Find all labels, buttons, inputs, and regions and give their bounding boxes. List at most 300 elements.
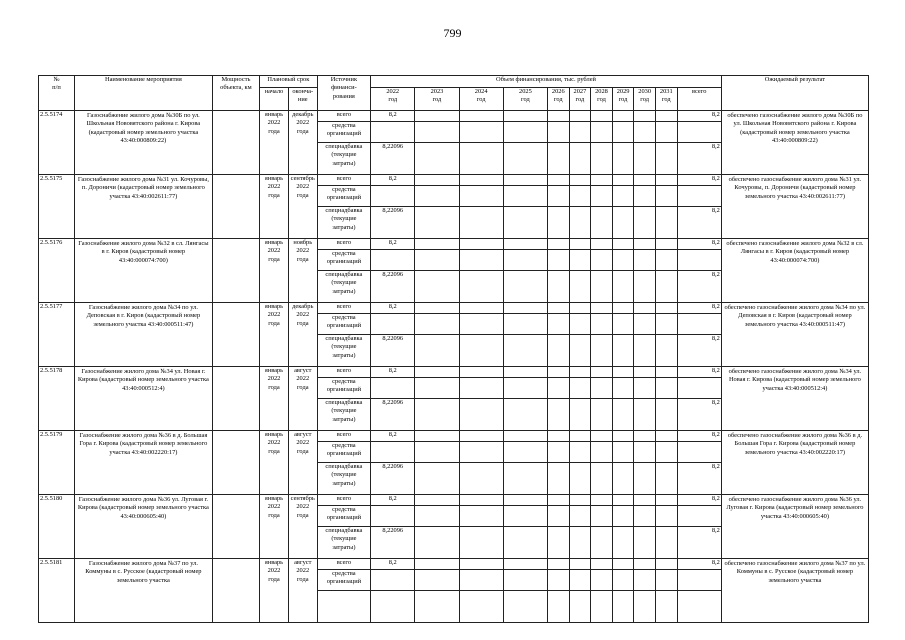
special-total: 8,2	[677, 399, 721, 431]
header-year: 2022 год	[371, 88, 415, 111]
value-empty	[569, 186, 591, 207]
value-empty	[569, 271, 591, 303]
value-empty	[634, 399, 656, 431]
value-empty	[655, 239, 677, 250]
term-end: декабрь 2022 года	[288, 303, 317, 367]
value-empty	[569, 495, 591, 506]
value-empty	[415, 463, 459, 495]
header-term-start: начало	[260, 88, 289, 111]
value-empty	[371, 506, 415, 527]
capacity-cell	[212, 431, 259, 495]
capacity-cell	[212, 559, 259, 623]
value-empty	[459, 314, 503, 335]
value-empty	[548, 559, 570, 570]
value-empty	[677, 506, 721, 527]
value-empty	[503, 495, 547, 506]
value-empty	[612, 111, 634, 122]
term-start: январь 2022 года	[260, 367, 289, 431]
value-empty	[415, 399, 459, 431]
value-empty	[591, 175, 613, 186]
value-empty	[655, 463, 677, 495]
source-special: спецнадбавка (текущие затраты)	[317, 335, 370, 367]
value-empty	[591, 122, 613, 143]
source-total: всего	[317, 367, 370, 378]
value-empty	[634, 442, 656, 463]
value-empty	[677, 442, 721, 463]
header-capacity: Мощность объекта, км	[212, 76, 259, 111]
special-total: 8,2	[677, 143, 721, 175]
expected-result: обеспечено газоснабжение жилого дома №36 ул. Луговая г. Кирова (кадастровый номер земельного участка 43:40:000605:40)	[721, 495, 868, 559]
special-2022: 8,22096	[371, 143, 415, 175]
value-empty	[591, 207, 613, 239]
value-empty	[503, 271, 547, 303]
capacity-cell	[212, 239, 259, 303]
table-row	[39, 431, 869, 442]
value-empty	[503, 143, 547, 175]
capacity-cell	[212, 367, 259, 431]
table-body	[39, 111, 869, 623]
value-empty	[503, 314, 547, 335]
header-name: Наименование мероприятия	[74, 76, 212, 111]
value-empty	[634, 463, 656, 495]
value-empty	[569, 463, 591, 495]
value-total: 8,2	[677, 495, 721, 506]
value-empty	[612, 527, 634, 559]
value-2022: 8,2	[371, 431, 415, 442]
value-empty	[612, 463, 634, 495]
value-empty	[415, 314, 459, 335]
value-empty	[612, 378, 634, 399]
header-year: 2028 год	[591, 88, 613, 111]
value-empty	[634, 495, 656, 506]
value-empty	[503, 506, 547, 527]
value-empty	[548, 399, 570, 431]
value-empty	[415, 207, 459, 239]
value-empty	[612, 314, 634, 335]
row-number: 2.5.5176	[39, 239, 75, 303]
value-empty	[655, 367, 677, 378]
term-start: январь 2022 года	[260, 111, 289, 175]
term-end: ноябрь 2022 года	[288, 239, 317, 303]
term-end: сентябрь 2022 года	[288, 495, 317, 559]
value-empty	[569, 143, 591, 175]
value-empty	[655, 559, 677, 570]
value-empty	[612, 271, 634, 303]
source-organizations: средства организаций	[317, 314, 370, 335]
value-empty	[591, 431, 613, 442]
measure-name: Газоснабжение жилого дома №34 по ул. Деповская в г. Киров (кадастровый номер земельного участка 43:40:000511:47)	[74, 303, 212, 367]
value-empty	[371, 442, 415, 463]
table-row	[39, 495, 869, 506]
value-empty	[569, 431, 591, 442]
term-start: январь 2022 года	[260, 239, 289, 303]
value-empty	[415, 442, 459, 463]
value-empty	[591, 442, 613, 463]
value-empty	[459, 239, 503, 250]
value-empty	[415, 506, 459, 527]
expected-result: обеспечено газоснабжение жилого дома №32 в сл. Лянгасы в г. Киров (кадастровый номер 43:40:000074:700)	[721, 239, 868, 303]
value-empty	[569, 175, 591, 186]
source-total: всего	[317, 303, 370, 314]
value-empty	[415, 335, 459, 367]
value-empty	[415, 250, 459, 271]
term-end: август 2022 года	[288, 431, 317, 495]
value-empty	[503, 570, 547, 591]
value-total: 8,2	[677, 431, 721, 442]
value-empty	[548, 570, 570, 591]
value-empty	[612, 186, 634, 207]
value-empty	[634, 239, 656, 250]
value-empty	[634, 335, 656, 367]
value-empty	[459, 207, 503, 239]
value-empty	[612, 207, 634, 239]
value-empty	[415, 378, 459, 399]
value-empty	[415, 431, 459, 442]
value-empty	[415, 239, 459, 250]
source-special: спецнадбавка (текущие затраты)	[317, 143, 370, 175]
value-empty	[548, 463, 570, 495]
value-empty	[591, 559, 613, 570]
header-term: Плановый срок	[260, 76, 318, 88]
value-empty	[655, 186, 677, 207]
value-empty	[655, 175, 677, 186]
financing-table-wrapper	[38, 75, 869, 640]
value-empty	[548, 378, 570, 399]
special-total: 8,2	[677, 335, 721, 367]
value-empty	[459, 303, 503, 314]
value-empty	[415, 367, 459, 378]
value-empty	[634, 303, 656, 314]
value-empty	[548, 591, 570, 623]
value-empty	[569, 111, 591, 122]
header-year: 2031 год	[655, 88, 677, 111]
value-empty	[634, 591, 656, 623]
value-empty	[591, 399, 613, 431]
row-number: 2.5.5177	[39, 303, 75, 367]
value-empty	[612, 495, 634, 506]
header-year: 2029 год	[612, 88, 634, 111]
value-empty	[569, 442, 591, 463]
value-empty	[612, 399, 634, 431]
value-empty	[415, 111, 459, 122]
source-special: спецнадбавка (текущие затраты)	[317, 271, 370, 303]
special-2022: 8,22096	[371, 463, 415, 495]
value-empty	[548, 335, 570, 367]
value-empty	[415, 143, 459, 175]
value-empty	[415, 591, 459, 623]
special-total: 8,2	[677, 207, 721, 239]
value-empty	[612, 559, 634, 570]
special-total: 8,2	[677, 463, 721, 495]
expected-result: обеспечено газоснабжение жилого дома №34 по ул. Деповская в г. Киров (кадастровый номер земельного участка 43:40:000511:47)	[721, 303, 868, 367]
value-empty	[569, 303, 591, 314]
capacity-cell	[212, 303, 259, 367]
value-empty	[459, 442, 503, 463]
value-empty	[591, 463, 613, 495]
page-number: 799	[443, 26, 462, 40]
value-empty	[655, 506, 677, 527]
measure-name: Газоснабжение жилого дома №32 в сл. Лянгасы в г. Киров (кадастровый номер 43:40:000074:700)	[74, 239, 212, 303]
value-empty	[655, 207, 677, 239]
row-number: 2.5.5178	[39, 367, 75, 431]
value-empty	[503, 559, 547, 570]
value-2022: 8,2	[371, 367, 415, 378]
measure-name: Газоснабжение жилого дома №30Б по ул. Школьная Нововятского района г. Кирова (кадастровый номер земельного участка 43:40:000809:22)	[74, 111, 212, 175]
value-empty	[415, 175, 459, 186]
source-total: всего	[317, 175, 370, 186]
value-empty	[459, 367, 503, 378]
value-empty	[548, 122, 570, 143]
value-empty	[548, 367, 570, 378]
value-empty	[415, 122, 459, 143]
value-empty	[548, 175, 570, 186]
term-start: январь 2022 года	[260, 303, 289, 367]
table-row	[39, 239, 869, 250]
value-2022: 8,2	[371, 111, 415, 122]
value-empty	[655, 122, 677, 143]
source-total: всего	[317, 559, 370, 570]
expected-result: обеспечено газоснабжение жилого дома №36 в д. Большая Гора г. Кирова (кадастровый номер земельного участка 43:40:002220:17)	[721, 431, 868, 495]
value-empty	[591, 314, 613, 335]
value-empty	[459, 463, 503, 495]
special-2022: 8,22096	[371, 271, 415, 303]
capacity-cell	[212, 175, 259, 239]
value-empty	[415, 303, 459, 314]
source-organizations: средства организаций	[317, 122, 370, 143]
value-empty	[459, 111, 503, 122]
term-start: январь 2022 года	[260, 175, 289, 239]
value-total: 8,2	[677, 239, 721, 250]
value-empty	[612, 570, 634, 591]
value-2022: 8,2	[371, 303, 415, 314]
value-2022: 8,2	[371, 559, 415, 570]
value-empty	[415, 570, 459, 591]
term-end: декабрь 2022 года	[288, 111, 317, 175]
value-empty	[548, 239, 570, 250]
value-empty	[459, 399, 503, 431]
special-total	[677, 591, 721, 623]
value-empty	[591, 495, 613, 506]
value-empty	[634, 175, 656, 186]
value-empty	[634, 207, 656, 239]
source-special: спецнадбавка (текущие затраты)	[317, 527, 370, 559]
source-total: всего	[317, 431, 370, 442]
term-end: август 2022 года	[288, 367, 317, 431]
value-empty	[459, 250, 503, 271]
value-empty	[503, 335, 547, 367]
header-year: 2027 год	[569, 88, 591, 111]
special-total: 8,2	[677, 271, 721, 303]
value-empty	[655, 335, 677, 367]
value-empty	[548, 431, 570, 442]
value-empty	[503, 250, 547, 271]
source-organizations: средства организаций	[317, 378, 370, 399]
value-empty	[569, 527, 591, 559]
row-number: 2.5.5180	[39, 495, 75, 559]
value-empty	[548, 495, 570, 506]
header-year: 2024 год	[459, 88, 503, 111]
value-empty	[459, 570, 503, 591]
value-empty	[634, 570, 656, 591]
source-special: спецнадбавка (текущие затраты)	[317, 463, 370, 495]
value-empty	[655, 143, 677, 175]
value-empty	[634, 314, 656, 335]
source-organizations: средства организаций	[317, 186, 370, 207]
special-2022: 8,22096	[371, 527, 415, 559]
row-number: 2.5.5181	[39, 559, 75, 623]
value-empty	[371, 122, 415, 143]
measure-name: Газоснабжение жилого дома №36 в д. Большая Гора г. Кирова (кадастровый номер земельного участка 43:40:002220:17)	[74, 431, 212, 495]
source-total: всего	[317, 111, 370, 122]
value-empty	[655, 271, 677, 303]
value-empty	[634, 186, 656, 207]
row-number: 2.5.5174	[39, 111, 75, 175]
value-empty	[655, 378, 677, 399]
header-year: всего	[677, 88, 721, 111]
value-empty	[371, 378, 415, 399]
value-empty	[371, 570, 415, 591]
value-empty	[548, 442, 570, 463]
value-empty	[548, 527, 570, 559]
value-empty	[655, 111, 677, 122]
value-empty	[591, 303, 613, 314]
value-empty	[548, 506, 570, 527]
value-empty	[548, 250, 570, 271]
source-special	[317, 591, 370, 623]
value-empty	[591, 527, 613, 559]
value-empty	[612, 367, 634, 378]
value-empty	[677, 570, 721, 591]
value-empty	[415, 271, 459, 303]
source-special: спецнадбавка (текущие затраты)	[317, 399, 370, 431]
value-empty	[634, 559, 656, 570]
value-empty	[612, 591, 634, 623]
row-number: 2.5.5175	[39, 175, 75, 239]
measure-name: Газоснабжение жилого дома №37 по ул. Коммуны в с. Русское (кадастровый номер земельного участка	[74, 559, 212, 623]
special-2022	[371, 591, 415, 623]
measure-name: Газоснабжение жилого дома №34 ул. Новая г. Кирова (кадастровый номер земельного участка 43:40:000512:4)	[74, 367, 212, 431]
header-year: 2026 год	[548, 88, 570, 111]
value-empty	[634, 122, 656, 143]
value-empty	[612, 442, 634, 463]
capacity-cell	[212, 495, 259, 559]
value-empty	[677, 250, 721, 271]
special-2022: 8,22096	[371, 335, 415, 367]
value-total: 8,2	[677, 559, 721, 570]
value-empty	[503, 399, 547, 431]
value-empty	[371, 250, 415, 271]
value-empty	[503, 303, 547, 314]
value-empty	[612, 143, 634, 175]
value-empty	[548, 314, 570, 335]
header-source: Источник финанси- рования	[317, 76, 370, 111]
value-empty	[634, 431, 656, 442]
source-organizations: средства организаций	[317, 570, 370, 591]
value-empty	[569, 378, 591, 399]
value-empty	[612, 175, 634, 186]
value-empty	[655, 250, 677, 271]
table-row	[39, 303, 869, 314]
value-empty	[677, 314, 721, 335]
value-empty	[655, 314, 677, 335]
value-empty	[612, 122, 634, 143]
value-empty	[677, 378, 721, 399]
value-total: 8,2	[677, 367, 721, 378]
value-empty	[415, 495, 459, 506]
term-end: сентябрь 2022 года	[288, 175, 317, 239]
value-empty	[503, 175, 547, 186]
value-empty	[655, 303, 677, 314]
value-empty	[415, 186, 459, 207]
value-empty	[634, 527, 656, 559]
source-total: всего	[317, 495, 370, 506]
header-num: № п/п	[39, 76, 75, 111]
value-empty	[503, 122, 547, 143]
value-empty	[655, 591, 677, 623]
row-number: 2.5.5179	[39, 431, 75, 495]
value-empty	[371, 186, 415, 207]
value-empty	[503, 378, 547, 399]
source-organizations: средства организаций	[317, 442, 370, 463]
value-empty	[591, 506, 613, 527]
header-result: Ожидаемый результат	[721, 76, 868, 111]
special-total: 8,2	[677, 527, 721, 559]
value-empty	[612, 335, 634, 367]
value-2022: 8,2	[371, 239, 415, 250]
value-empty	[591, 111, 613, 122]
value-empty	[569, 399, 591, 431]
value-empty	[634, 378, 656, 399]
value-total: 8,2	[677, 303, 721, 314]
value-empty	[591, 250, 613, 271]
header-term-end: оконча- ние	[288, 88, 317, 111]
value-empty	[548, 303, 570, 314]
value-empty	[415, 559, 459, 570]
value-empty	[459, 335, 503, 367]
value-empty	[612, 431, 634, 442]
measure-name: Газоснабжение жилого дома №36 ул. Луговая г. Кирова (кадастровый номер земельного участка 43:40:000605:40)	[74, 495, 212, 559]
value-empty	[569, 314, 591, 335]
value-empty	[655, 527, 677, 559]
value-empty	[371, 314, 415, 335]
value-empty	[612, 239, 634, 250]
value-empty	[569, 239, 591, 250]
value-empty	[634, 367, 656, 378]
value-empty	[655, 495, 677, 506]
value-empty	[655, 431, 677, 442]
source-organizations: средства организаций	[317, 506, 370, 527]
value-empty	[548, 271, 570, 303]
special-2022: 8,22096	[371, 207, 415, 239]
value-empty	[459, 431, 503, 442]
header-volume: Объем финансирования, тыс. рублей	[371, 76, 722, 88]
capacity-cell	[212, 111, 259, 175]
term-start: январь 2022 года	[260, 495, 289, 559]
value-empty	[591, 186, 613, 207]
term-start: январь 2022 года	[260, 431, 289, 495]
value-empty	[655, 442, 677, 463]
value-empty	[459, 506, 503, 527]
table-row	[39, 559, 869, 570]
value-empty	[459, 527, 503, 559]
value-empty	[503, 442, 547, 463]
value-empty	[612, 506, 634, 527]
expected-result: обеспечено газоснабжение жилого дома №34 ул. Новая г. Кирова (кадастровый номер земельного участка 43:40:000512:4)	[721, 367, 868, 431]
table-row	[39, 111, 869, 122]
value-empty	[591, 591, 613, 623]
value-empty	[459, 495, 503, 506]
value-empty	[459, 122, 503, 143]
